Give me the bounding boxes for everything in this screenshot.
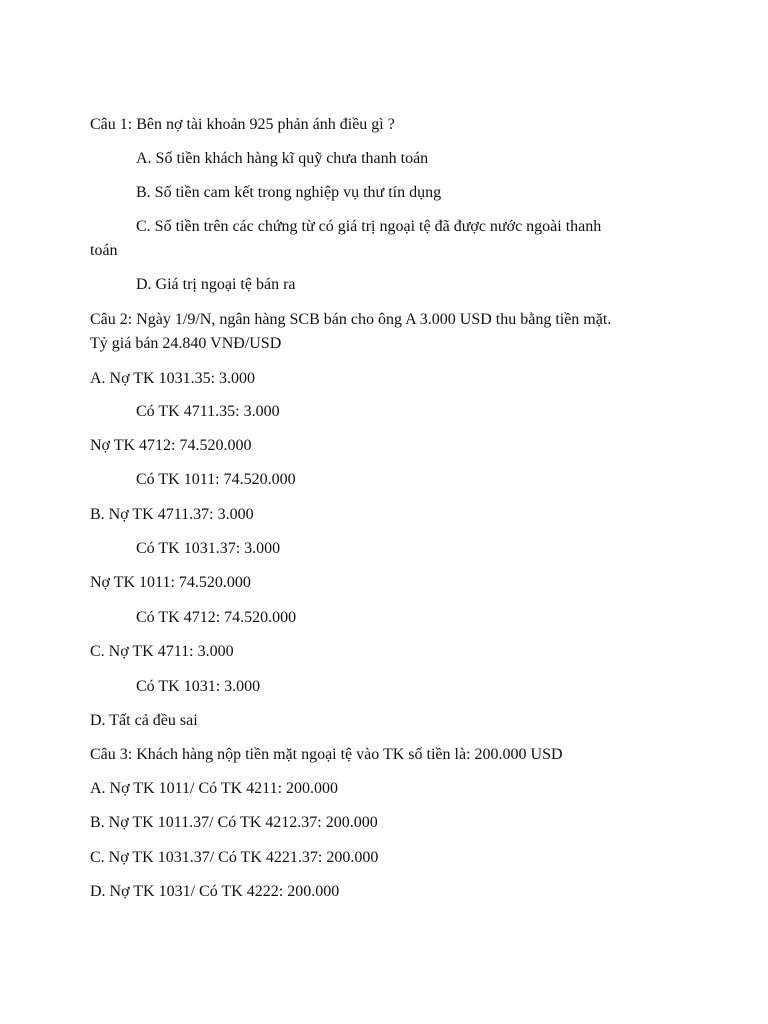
question-2-option-c-credit: Có TK 1031: 3.000 bbox=[136, 678, 261, 695]
question-2-option-a-credit-1: Có TK 4711.35: 3.000 bbox=[136, 403, 280, 420]
question-2-option-d: D. Tất cả đều sai bbox=[90, 712, 198, 729]
question-3-option-b: B. Nợ TK 1011.37/ Có TK 4212.37: 200.000 bbox=[90, 814, 378, 831]
question-1-option-c-continuation: toán bbox=[90, 242, 118, 259]
question-3-option-d: D. Nợ TK 1031/ Có TK 4222: 200.000 bbox=[90, 883, 340, 900]
question-1-option-a: A. Số tiền khách hàng kĩ quỹ chưa thanh toán bbox=[136, 150, 429, 167]
question-3-option-a: A. Nợ TK 1011/ Có TK 4211: 200.000 bbox=[90, 780, 339, 797]
question-2-text: Câu 2: Ngày 1/9/N, ngân hàng SCB bán cho ông A 3.000 USD thu bằng tiền mặt. bbox=[90, 311, 612, 328]
question-1-text: Câu 1: Bên nợ tài khoản 925 phản ánh điều gì ? bbox=[90, 116, 395, 133]
question-3-option-c: C. Nợ TK 1031.37/ Có TK 4221.37: 200.000 bbox=[90, 849, 379, 866]
question-2-option-b-credit-2: Có TK 4712: 74.520.000 bbox=[136, 609, 297, 626]
question-2-option-b-debit-1: B. Nợ TK 4711.37: 3.000 bbox=[90, 506, 254, 523]
question-1-option-c: C. Số tiền trên các chứng từ có giá trị ngoại tệ đã được nước ngoài thanh bbox=[136, 218, 602, 235]
question-1-option-b: B. Số tiền cam kết trong nghiệp vụ thư tín dụng bbox=[136, 184, 442, 201]
question-2-option-b-credit-1: Có TK 1031.37: 3.000 bbox=[136, 540, 281, 557]
question-3-text: Câu 3: Khách hàng nộp tiền mặt ngoại tệ vào TK số tiền là: 200.000 USD bbox=[90, 746, 563, 763]
question-2-option-a-debit-1: A. Nợ TK 1031.35: 3.000 bbox=[90, 370, 256, 387]
question-2-text-continuation: Tỷ giá bán 24.840 VNĐ/USD bbox=[90, 335, 282, 352]
question-1-option-d: D. Giá trị ngoại tệ bán ra bbox=[136, 276, 296, 293]
question-2-option-a-debit-2: Nợ TK 4712: 74.520.000 bbox=[90, 437, 252, 454]
question-2-option-b-debit-2: Nợ TK 1011: 74.520.000 bbox=[90, 574, 251, 591]
question-2-option-a-credit-2: Có TK 1011: 74.520.000 bbox=[136, 471, 296, 488]
question-2-option-c-debit: C. Nợ TK 4711: 3.000 bbox=[90, 643, 234, 660]
